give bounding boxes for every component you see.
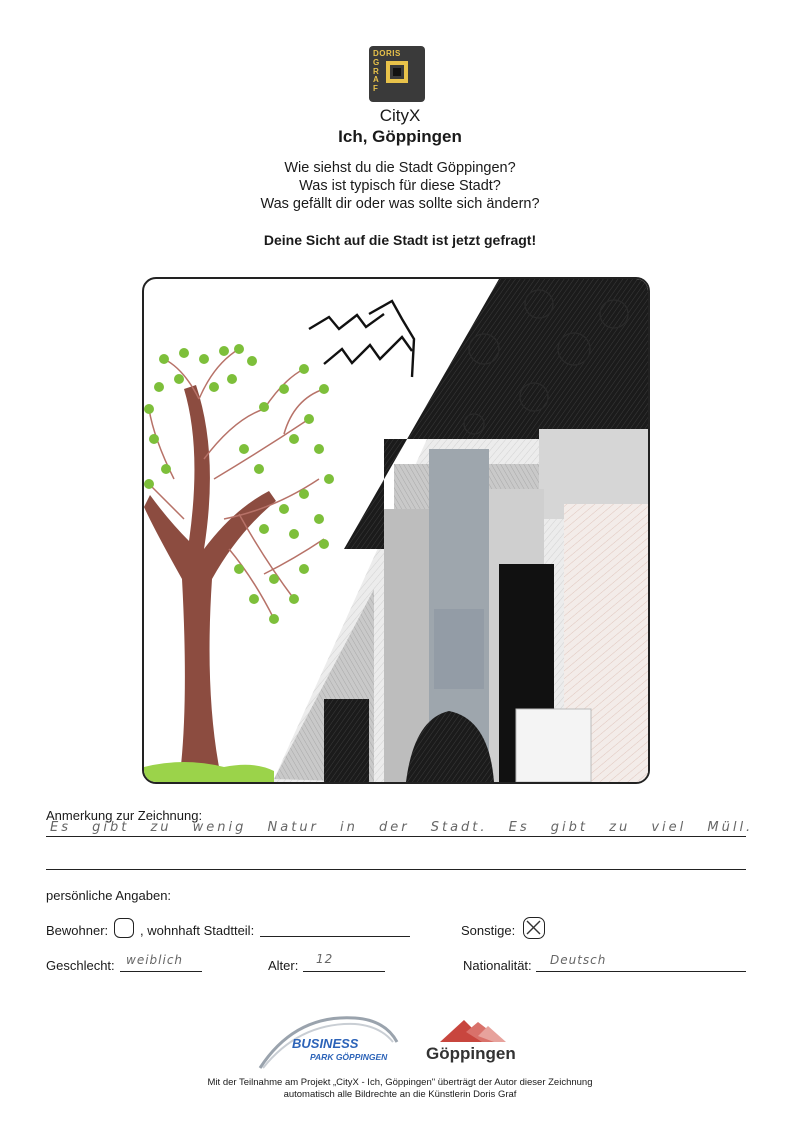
logo-square-icon (386, 61, 408, 83)
nationality-label: Nationalität: (463, 958, 532, 973)
gender-label: Geschlecht: (46, 958, 115, 973)
brand-name: CityX (379, 106, 421, 125)
birds-icon (309, 301, 414, 377)
age-label: Alter: (268, 958, 299, 973)
business-park-subname: PARK GÖPPINGEN (310, 1052, 388, 1062)
remark-line (46, 836, 746, 837)
remark-line-2 (46, 869, 746, 870)
question-1: Wie siehst du die Stadt Göppingen? (284, 160, 516, 176)
other-checkbox[interactable] (523, 917, 545, 939)
cross-icon (526, 920, 541, 935)
rights-note-line-1: Mit der Teilnahme am Projekt „CityX - Ich, Göppingen" überträgt der Autor dieser Zeichnung (207, 1077, 593, 1088)
call-to-action: Deine Sicht auf die Stadt ist jetzt gefragt! (263, 232, 537, 248)
gender-line (120, 971, 202, 972)
business-park-name: BUSINESS (292, 1036, 359, 1051)
rights-note-line-2: automatisch alle Bildrechte an die Künstlerin Doris Graf (283, 1089, 517, 1100)
page-title: Ich, Göppingen (338, 127, 462, 146)
question-2: Was ist typisch für diese Stadt? (299, 178, 501, 194)
question-3: Was gefällt dir oder was sollte sich ändern? (260, 196, 540, 212)
district-label: , wohnhaft Stadtteil: (140, 923, 255, 938)
personal-info-label: persönliche Angaben: (46, 888, 172, 903)
age-line (303, 971, 385, 972)
drawing-frame (142, 277, 650, 784)
nationality-line (536, 971, 746, 972)
district-field[interactable] (260, 936, 410, 937)
goeppingen-logo-text: Göppingen (426, 1044, 516, 1063)
doris-graf-logo (369, 46, 425, 102)
resident-checkbox[interactable] (114, 918, 134, 938)
building-icon (274, 279, 648, 782)
logo-top-letters: DORIS (373, 49, 401, 58)
nationality-value[interactable]: Deutsch (550, 953, 607, 967)
gender-value[interactable]: weiblich (126, 953, 184, 967)
logo-side-letters: G R A F (373, 58, 380, 93)
goeppingen-roof-icon (438, 1018, 508, 1044)
age-value[interactable]: 12 (316, 952, 334, 966)
remark-label: Anmerkung zur Zeichnung: (46, 808, 203, 823)
remark-value[interactable]: Es gibt zu wenig Natur in der Stadt. Es gibt zu viel Müll. (50, 820, 754, 835)
other-label: Sonstige: (461, 923, 516, 938)
resident-label: Bewohner: (46, 923, 109, 938)
child-drawing (144, 279, 648, 782)
